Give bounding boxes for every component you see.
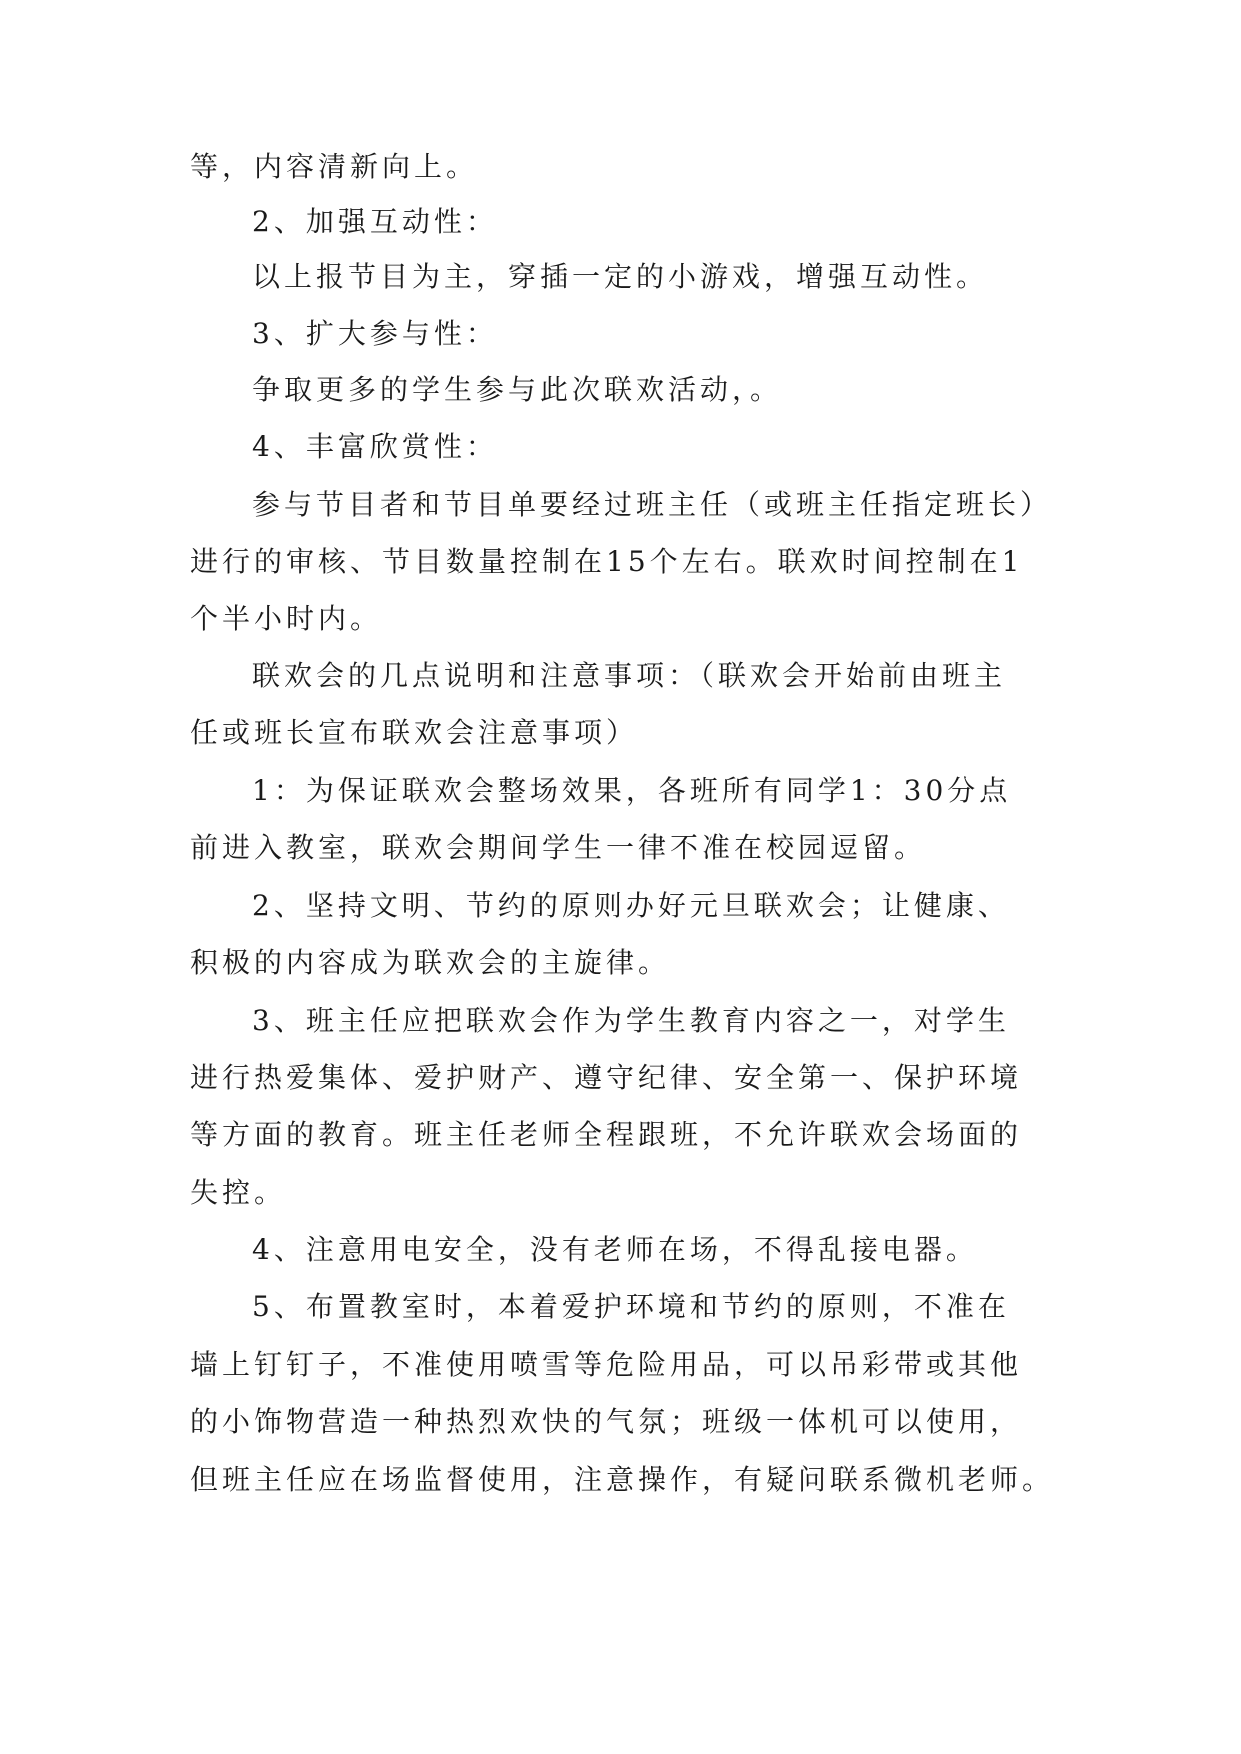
text-line: 联欢会的几点说明和注意事项：（联欢会开始前由班主 xyxy=(252,659,1007,692)
text-line: 1：为保证联欢会整场效果，各班所有同学1：30分点 xyxy=(252,774,1012,807)
text-line: 进行热爱集体、爱护财产、遵守纪律、安全第一、保护环境 xyxy=(190,1061,1023,1094)
text-line: 的小饰物营造一种热烈欢快的气氛；班级一体机可以使用， xyxy=(190,1405,1023,1438)
text-line: 5、布置教室时，本着爱护环境和节约的原则，不准在 xyxy=(252,1290,1010,1323)
text-line: 3、班主任应把联欢会作为学生教育内容之一，对学生 xyxy=(252,1004,1010,1037)
text-line: 任或班长宣布联欢会注意事项） xyxy=(190,716,639,749)
text-line: 以上报节目为主，穿插一定的小游戏，增强互动性。 xyxy=(252,260,989,293)
text-line: 积极的内容成为联欢会的主旋律。 xyxy=(190,946,671,979)
text-line: 个半小时内。 xyxy=(190,602,383,635)
text-line: 3、扩大参与性： xyxy=(252,317,498,350)
text-line: 墙上钉钉子，不准使用喷雪等危险用品，可以吊彩带或其他 xyxy=(190,1348,1023,1381)
text-line: 参与节目者和节目单要经过班主任（或班主任指定班长） xyxy=(252,488,1053,521)
text-line: 4、丰富欣赏性： xyxy=(252,430,498,463)
text-line: 前进入教室，联欢会期间学生一律不准在校园逗留。 xyxy=(190,831,927,864)
text-line: 等，内容清新向上。 xyxy=(190,150,479,183)
text-line: 但班主任应在场监督使用，注意操作，有疑问联系微机老师。 xyxy=(190,1463,1055,1496)
text-line: 等方面的教育。班主任老师全程跟班，不允许联欢会场面的 xyxy=(190,1118,1023,1151)
text-line: 进行的审核、节目数量控制在15个左右。联欢时间控制在1 xyxy=(190,545,1024,578)
text-line: 失控。 xyxy=(190,1176,287,1209)
text-line: 争取更多的学生参与此次联欢活动，。 xyxy=(252,373,783,406)
text-line: 2、坚持文明、节约的原则办好元旦联欢会；让健康、 xyxy=(252,889,1010,922)
text-line: 4、注意用电安全，没有老师在场，不得乱接电器。 xyxy=(252,1233,978,1266)
text-line: 2、加强互动性： xyxy=(252,205,498,238)
